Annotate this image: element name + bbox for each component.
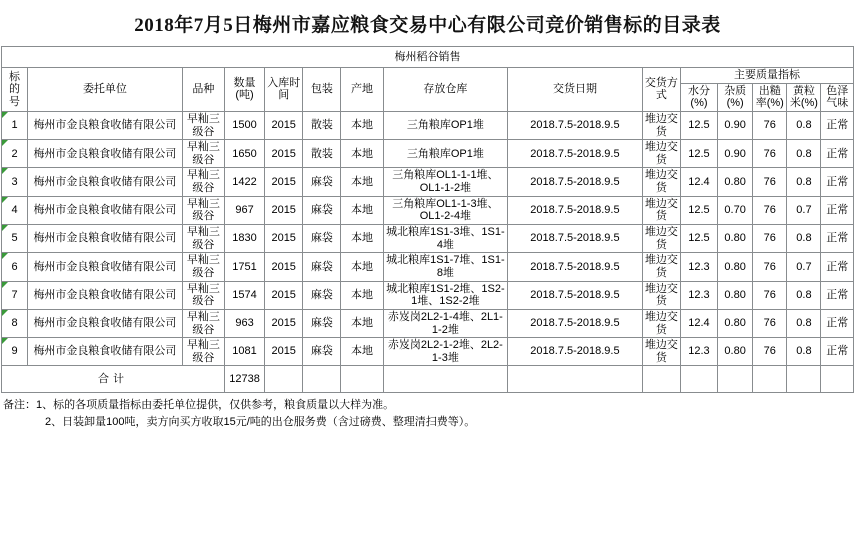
cell-quantity: 963: [224, 309, 264, 337]
cell-warehouse: 赤岌岗2L2-1-2堆、2L2-1-3堆: [383, 338, 508, 366]
cell-color-smell: 正常: [821, 140, 854, 168]
cell-storage-time: 2015: [265, 111, 303, 139]
cell-delivery-way: 堆边交货: [642, 168, 680, 196]
cell-impurity: 0.90: [718, 111, 753, 139]
cell-moisture: 12.4: [680, 309, 717, 337]
cell-package: 散装: [303, 111, 341, 139]
header-storage-time: 入库时间: [265, 68, 303, 112]
total-label: 合计: [2, 366, 225, 393]
total-empty-4: [383, 366, 508, 393]
cell-delivery-date: 2018.7.5-2018.9.5: [508, 196, 643, 224]
cell-impurity: 0.80: [718, 225, 753, 253]
cell-package: 麻袋: [303, 338, 341, 366]
header-quantity: 数量(吨): [224, 68, 264, 112]
header-delivery-way: 交货方式: [642, 68, 680, 112]
total-row: [2, 366, 854, 393]
cell-milling-rate: 76: [753, 338, 787, 366]
cell-storage-time: 2015: [265, 168, 303, 196]
header-row-1: [2, 68, 854, 84]
cell-variety: 早籼三级谷: [182, 309, 224, 337]
cell-warehouse: 三角粮库OL1-1-3堆、OL1-2-4堆: [383, 196, 508, 224]
cell-quantity: 1650: [224, 140, 264, 168]
table-row: [2, 309, 854, 337]
cell-delivery-way: 堆边交货: [642, 309, 680, 337]
total-empty-11: [821, 366, 854, 393]
cell-moisture: 12.3: [680, 281, 717, 309]
cell-warehouse: 三角粮库OP1堆: [383, 111, 508, 139]
header-milling-rate: 出糙率(%): [753, 83, 787, 111]
cell-yellow-rice: 0.8: [787, 111, 821, 139]
cell-delivery-way: 堆边交货: [642, 111, 680, 139]
cell-variety: 早籼三级谷: [182, 168, 224, 196]
cell-yellow-rice: 0.8: [787, 309, 821, 337]
cell-origin: 本地: [341, 196, 383, 224]
cell-index: 9: [2, 338, 28, 366]
cell-storage-time: 2015: [265, 225, 303, 253]
cell-impurity: 0.80: [718, 253, 753, 281]
cell-delivery-date: 2018.7.5-2018.9.5: [508, 225, 643, 253]
cell-delivery-date: 2018.7.5-2018.9.5: [508, 168, 643, 196]
cell-impurity: 0.70: [718, 196, 753, 224]
cell-delivery-way: 堆边交货: [642, 140, 680, 168]
cell-origin: 本地: [341, 168, 383, 196]
cell-unit: 梅州市金良粮食收储有限公司: [28, 111, 183, 139]
note-line-2: 2、日装卸量100吨，卖方向买方收取15元/吨的出仓服务费（含过磅费、整理清扫费等）。: [45, 415, 476, 428]
cell-delivery-date: 2018.7.5-2018.9.5: [508, 111, 643, 139]
cell-quantity: 1574: [224, 281, 264, 309]
cell-moisture: 12.5: [680, 140, 717, 168]
cell-quantity: 1830: [224, 225, 264, 253]
header-yellow-rice: 黄粒米(%): [787, 83, 821, 111]
cell-storage-time: 2015: [265, 253, 303, 281]
cell-yellow-rice: 0.8: [787, 225, 821, 253]
cell-delivery-way: 堆边交货: [642, 253, 680, 281]
header-quality-group: 主要质量指标: [680, 68, 853, 84]
cell-moisture: 12.3: [680, 253, 717, 281]
cell-storage-time: 2015: [265, 338, 303, 366]
header-unit: 委托单位: [28, 68, 183, 112]
cell-storage-time: 2015: [265, 281, 303, 309]
header-delivery-date: 交货日期: [508, 68, 643, 112]
cell-moisture: 12.3: [680, 338, 717, 366]
cell-yellow-rice: 0.8: [787, 168, 821, 196]
cell-yellow-rice: 0.8: [787, 281, 821, 309]
cell-quantity: 1081: [224, 338, 264, 366]
table-row: [2, 281, 854, 309]
cell-unit: 梅州市金良粮食收储有限公司: [28, 196, 183, 224]
total-empty-3: [341, 366, 383, 393]
cell-moisture: 12.4: [680, 168, 717, 196]
cell-quantity: 967: [224, 196, 264, 224]
cell-impurity: 0.80: [718, 281, 753, 309]
cell-storage-time: 2015: [265, 196, 303, 224]
table-row: [2, 111, 854, 139]
cell-variety: 早籼三级谷: [182, 111, 224, 139]
total-empty-9: [753, 366, 787, 393]
cell-package: 散装: [303, 140, 341, 168]
cell-milling-rate: 76: [753, 196, 787, 224]
cell-milling-rate: 76: [753, 281, 787, 309]
cell-impurity: 0.90: [718, 140, 753, 168]
cell-warehouse: 三角粮库OP1堆: [383, 140, 508, 168]
table-row: [2, 338, 854, 366]
listing-table: [1, 46, 854, 393]
cell-milling-rate: 76: [753, 253, 787, 281]
cell-package: 麻袋: [303, 225, 341, 253]
table-row: [2, 253, 854, 281]
cell-delivery-way: 堆边交货: [642, 281, 680, 309]
cell-impurity: 0.80: [718, 338, 753, 366]
header-color-smell: 色泽气味: [821, 83, 854, 111]
total-empty-10: [787, 366, 821, 393]
header-impurity: 杂质(%): [718, 83, 753, 111]
cell-variety: 早籼三级谷: [182, 196, 224, 224]
cell-yellow-rice: 0.7: [787, 253, 821, 281]
cell-color-smell: 正常: [821, 253, 854, 281]
cell-warehouse: 城北粮库1S1-2堆、1S2-1堆、1S2-2堆: [383, 281, 508, 309]
total-empty-8: [718, 366, 753, 393]
note-line-1: 备注：1、标的各项质量指标由委托单位提供，仅供参考，粮食质量以大样为准。: [3, 399, 395, 412]
cell-moisture: 12.5: [680, 225, 717, 253]
cell-yellow-rice: 0.8: [787, 140, 821, 168]
cell-color-smell: 正常: [821, 196, 854, 224]
cell-delivery-way: 堆边交货: [642, 225, 680, 253]
table-row: [2, 168, 854, 196]
cell-warehouse: 三角粮库OL1-1-1堆、OL1-1-2堆: [383, 168, 508, 196]
cell-warehouse: 城北粮库1S1-7堆、1S1-8堆: [383, 253, 508, 281]
cell-quantity: 1751: [224, 253, 264, 281]
header-origin: 产地: [341, 68, 383, 112]
cell-origin: 本地: [341, 281, 383, 309]
header-warehouse: 存放仓库: [383, 68, 508, 112]
header-moisture: 水分(%): [680, 83, 717, 111]
cell-color-smell: 正常: [821, 225, 854, 253]
cell-warehouse: 赤岌岗2L2-1-4堆、2L1-1-2堆: [383, 309, 508, 337]
cell-moisture: 12.5: [680, 196, 717, 224]
cell-quantity: 1422: [224, 168, 264, 196]
total-empty-5: [508, 366, 643, 393]
header-index: 标的号: [2, 68, 28, 112]
total-quantity: 12738: [224, 366, 264, 393]
total-empty-2: [303, 366, 341, 393]
cell-impurity: 0.80: [718, 168, 753, 196]
cell-index: 1: [2, 111, 28, 139]
cell-delivery-way: 堆边交货: [642, 338, 680, 366]
cell-delivery-date: 2018.7.5-2018.9.5: [508, 253, 643, 281]
cell-unit: 梅州市金良粮食收储有限公司: [28, 309, 183, 337]
cell-index: 8: [2, 309, 28, 337]
cell-yellow-rice: 0.7: [787, 196, 821, 224]
cell-milling-rate: 76: [753, 225, 787, 253]
table-row: [2, 140, 854, 168]
cell-index: 7: [2, 281, 28, 309]
cell-index: 5: [2, 225, 28, 253]
cell-delivery-way: 堆边交货: [642, 196, 680, 224]
cell-delivery-date: 2018.7.5-2018.9.5: [508, 338, 643, 366]
cell-quantity: 1500: [224, 111, 264, 139]
cell-color-smell: 正常: [821, 168, 854, 196]
cell-moisture: 12.5: [680, 111, 717, 139]
cell-variety: 早籼三级谷: [182, 281, 224, 309]
cell-color-smell: 正常: [821, 111, 854, 139]
table-row: [2, 196, 854, 224]
cell-milling-rate: 76: [753, 168, 787, 196]
notes-section: [0, 393, 855, 430]
cell-origin: 本地: [341, 338, 383, 366]
cell-warehouse: 城北粮库1S1-3堆、1S1-4堆: [383, 225, 508, 253]
cell-impurity: 0.80: [718, 309, 753, 337]
cell-color-smell: 正常: [821, 309, 854, 337]
cell-package: 麻袋: [303, 309, 341, 337]
cell-origin: 本地: [341, 253, 383, 281]
cell-origin: 本地: [341, 140, 383, 168]
cell-delivery-date: 2018.7.5-2018.9.5: [508, 309, 643, 337]
cell-variety: 早籼三级谷: [182, 253, 224, 281]
cell-unit: 梅州市金良粮食收储有限公司: [28, 140, 183, 168]
cell-variety: 早籼三级谷: [182, 225, 224, 253]
table-row: [2, 225, 854, 253]
cell-variety: 早籼三级谷: [182, 338, 224, 366]
header-variety: 品种: [182, 68, 224, 112]
cell-origin: 本地: [341, 111, 383, 139]
page-title: 2018年7月5日梅州市嘉应粮食交易中心有限公司竞价销售标的目录表: [134, 15, 721, 36]
cell-color-smell: 正常: [821, 338, 854, 366]
cell-index: 2: [2, 140, 28, 168]
cell-package: 麻袋: [303, 253, 341, 281]
header-package: 包装: [303, 68, 341, 112]
cell-variety: 早籼三级谷: [182, 140, 224, 168]
cell-delivery-date: 2018.7.5-2018.9.5: [508, 140, 643, 168]
total-empty-6: [642, 366, 680, 393]
subtitle: 梅州稻谷销售: [2, 47, 854, 68]
cell-unit: 梅州市金良粮食收储有限公司: [28, 253, 183, 281]
cell-color-smell: 正常: [821, 281, 854, 309]
cell-origin: 本地: [341, 225, 383, 253]
cell-unit: 梅州市金良粮食收储有限公司: [28, 281, 183, 309]
cell-storage-time: 2015: [265, 309, 303, 337]
cell-yellow-rice: 0.8: [787, 338, 821, 366]
cell-package: 麻袋: [303, 281, 341, 309]
cell-milling-rate: 76: [753, 309, 787, 337]
subtitle-row: [2, 47, 854, 68]
cell-package: 麻袋: [303, 168, 341, 196]
cell-origin: 本地: [341, 309, 383, 337]
cell-milling-rate: 76: [753, 111, 787, 139]
cell-package: 麻袋: [303, 196, 341, 224]
cell-unit: 梅州市金良粮食收储有限公司: [28, 168, 183, 196]
total-empty-1: [265, 366, 303, 393]
cell-index: 6: [2, 253, 28, 281]
cell-index: 3: [2, 168, 28, 196]
cell-unit: 梅州市金良粮食收储有限公司: [28, 225, 183, 253]
cell-index: 4: [2, 196, 28, 224]
total-empty-7: [680, 366, 717, 393]
cell-milling-rate: 76: [753, 140, 787, 168]
cell-delivery-date: 2018.7.5-2018.9.5: [508, 281, 643, 309]
cell-unit: 梅州市金良粮食收储有限公司: [28, 338, 183, 366]
cell-storage-time: 2015: [265, 140, 303, 168]
